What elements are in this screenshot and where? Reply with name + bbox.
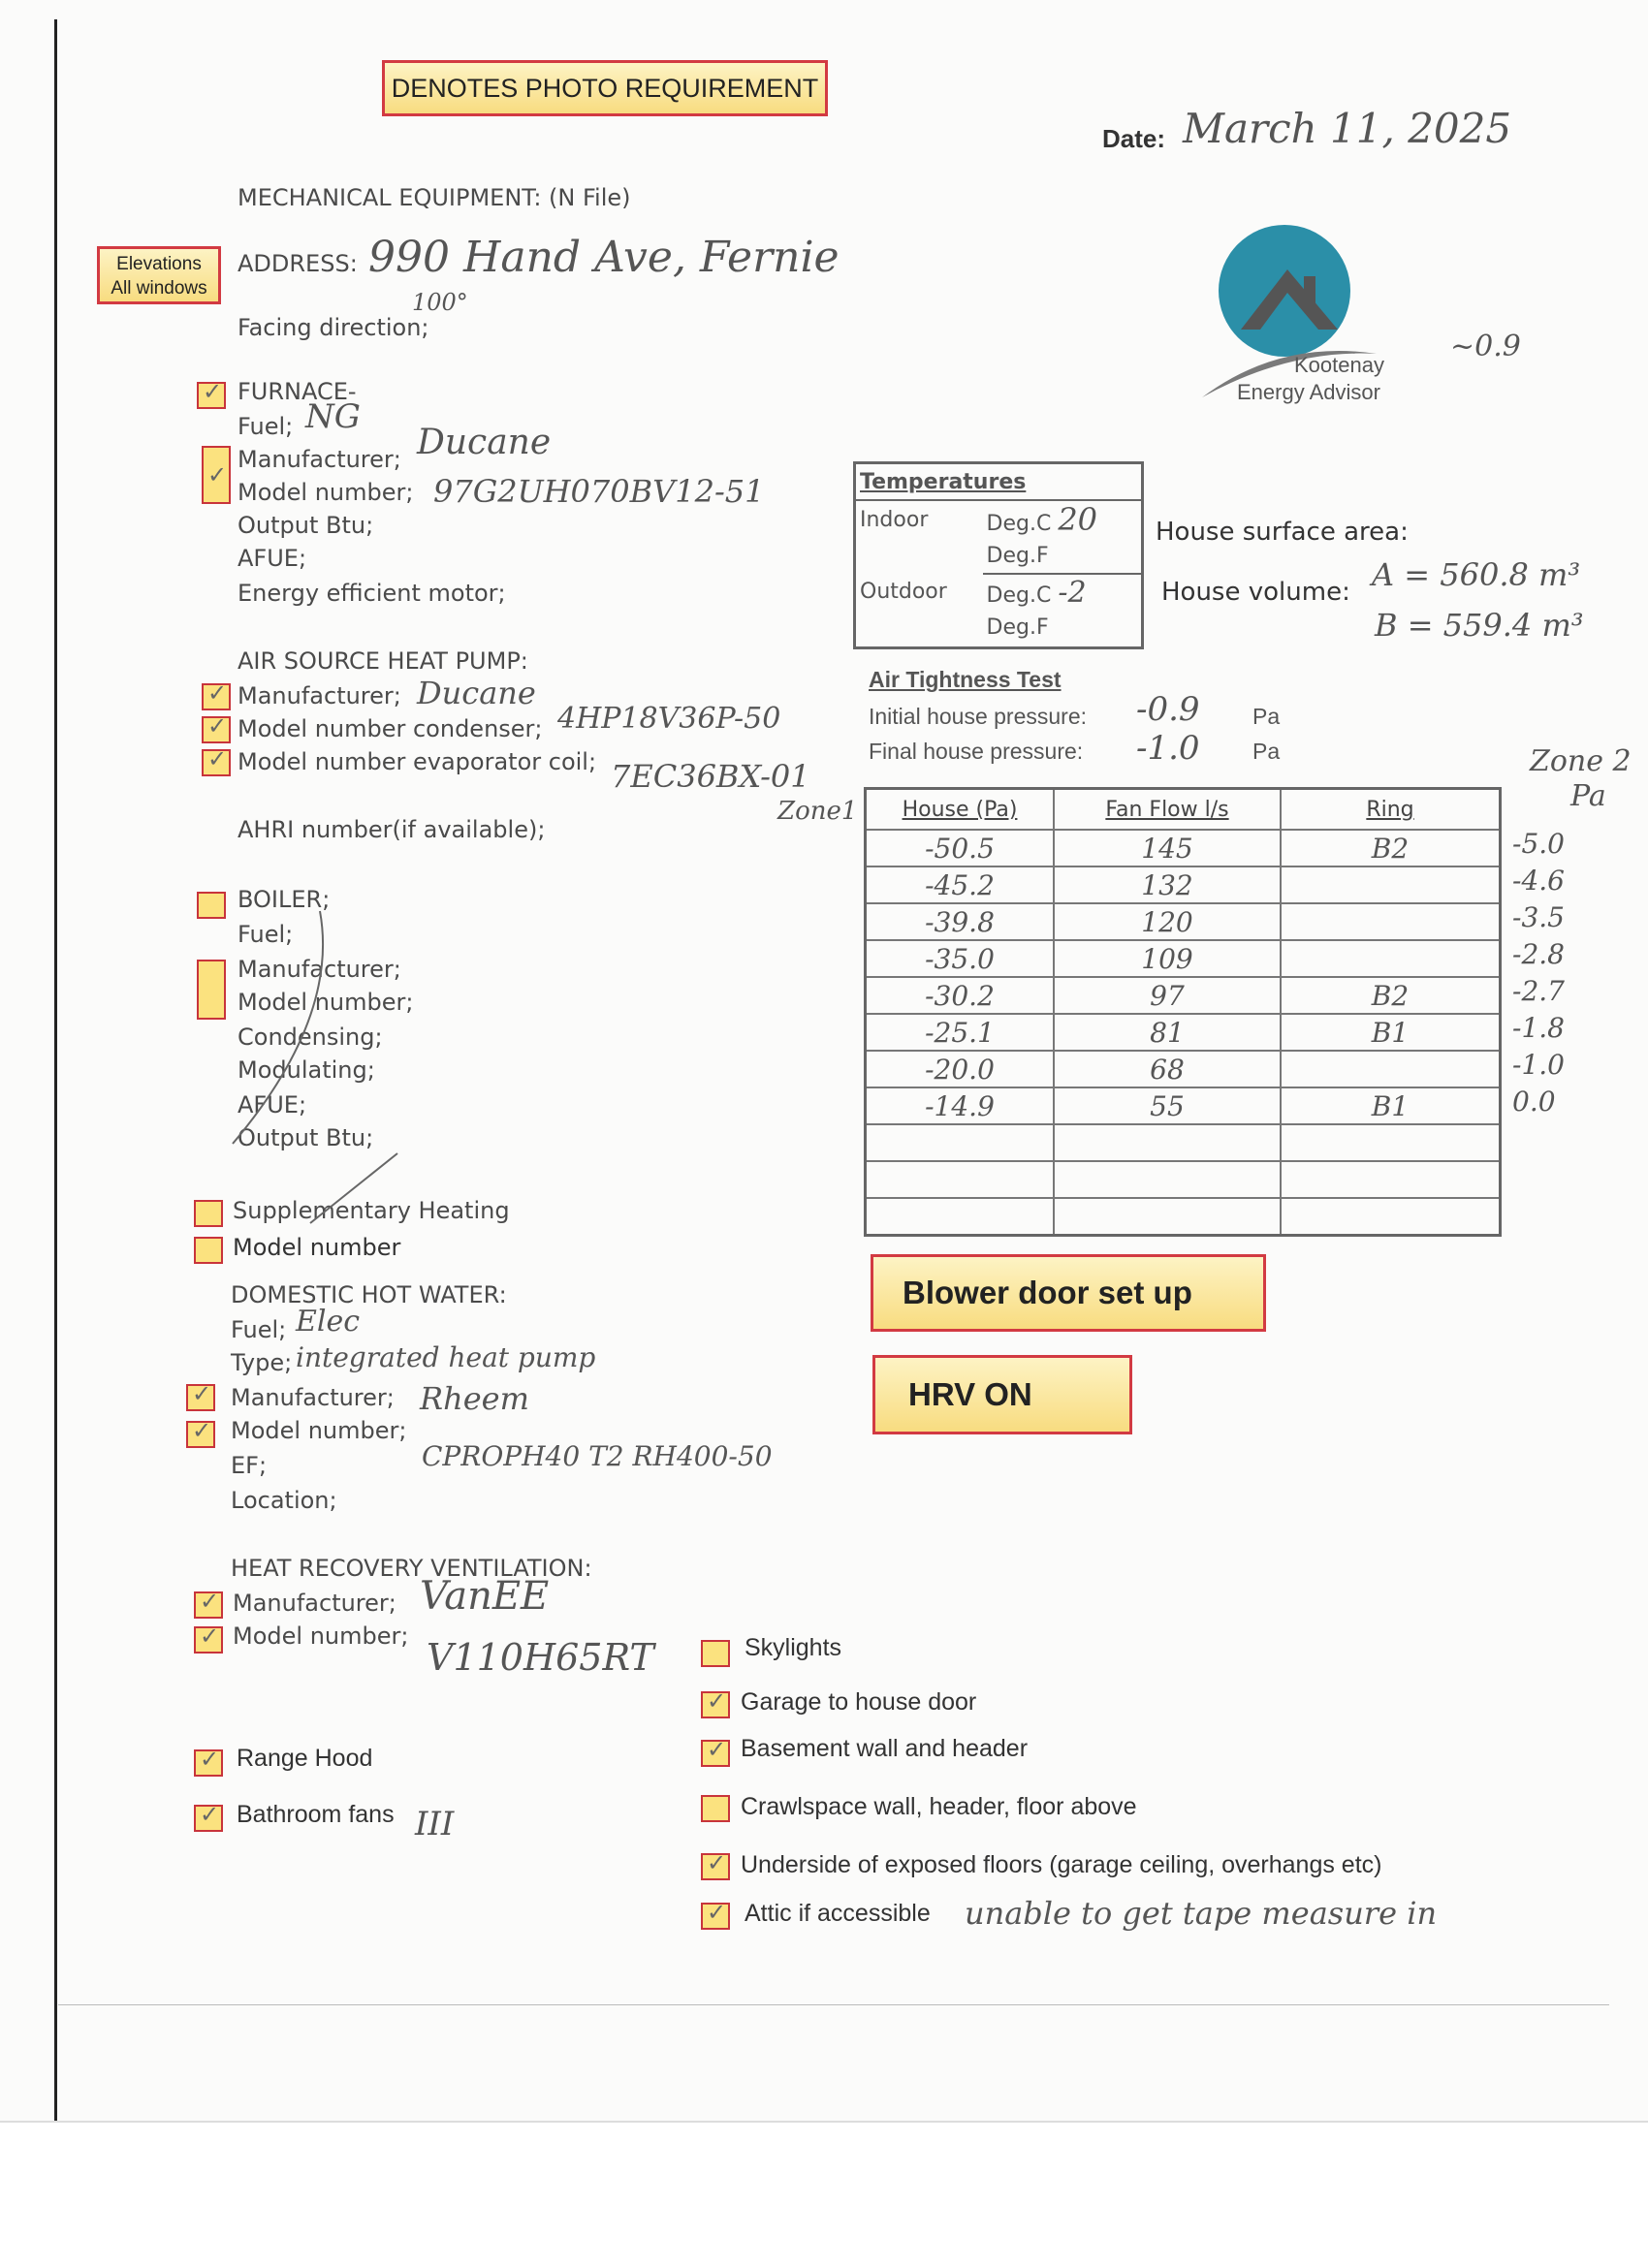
attic-checkbox[interactable]: ✓	[701, 1903, 730, 1930]
ring-cell	[1281, 1051, 1501, 1087]
house-pa-cell	[866, 1198, 1055, 1236]
supplementary-model-label: Model number	[233, 1234, 401, 1261]
table-row	[866, 1087, 1501, 1124]
furnace-photo-checkbox[interactable]: ✓	[202, 446, 231, 504]
boiler-strike-line	[204, 901, 397, 1153]
indoor-degc-value: 20	[1058, 501, 1098, 538]
air-test-table	[864, 787, 1502, 1237]
initial-pressure-value: -0.9	[1136, 690, 1200, 729]
final-pressure-label: Final house pressure:	[869, 739, 1084, 764]
boiler-modulating-label: Modulating;	[238, 1056, 375, 1084]
furnace-output-label: Output Btu;	[238, 512, 374, 539]
heat-pump-title: AIR SOURCE HEAT PUMP:	[238, 647, 528, 675]
dhw-manufacturer-label: Manufacturer;	[231, 1384, 395, 1411]
dhw-type-label: Type;	[231, 1349, 293, 1376]
boiler-output-label: Output Btu;	[238, 1124, 374, 1151]
exposed-floors-label: Underside of exposed floors (garage ceiling, overhangs etc)	[741, 1851, 1382, 1878]
volume-a-value: A = 560.8 m³	[1372, 556, 1581, 593]
furnace-fuel-label: Fuel;	[238, 413, 294, 440]
zone2-cell	[1512, 1194, 1619, 1231]
supplementary-strike-line	[291, 1150, 407, 1227]
fan-flow-cell: 97	[1054, 977, 1281, 1014]
heat-pump-manufacturer-checkbox[interactable]: ✓	[202, 683, 231, 710]
zone2-cell	[1512, 1157, 1619, 1194]
house-pa-cell	[866, 1124, 1055, 1161]
table-row	[866, 1124, 1501, 1161]
col-ring: Ring	[1281, 789, 1501, 831]
furnace-model-label: Model number;	[238, 479, 414, 506]
zone2-column	[1512, 826, 1619, 1231]
house-pa-cell: -30.2	[866, 977, 1055, 1014]
heat-pump-manufacturer-value: Ducane	[417, 675, 536, 711]
dhw-fuel-value: Elec	[296, 1305, 361, 1339]
table-row	[866, 1014, 1501, 1051]
hrv-manufacturer-value: VanEE	[420, 1574, 550, 1619]
basement-wall-label: Basement wall and header	[741, 1735, 1029, 1762]
zone2-cell: -1.8	[1512, 1012, 1565, 1044]
outdoor-label: Outdoor	[860, 580, 947, 604]
table-row	[866, 1198, 1501, 1236]
hrv-model-label: Model number;	[233, 1622, 409, 1650]
dhw-type-value: integrated heat pump	[296, 1341, 596, 1373]
attic-note: unable to get tape measure in	[965, 1895, 1438, 1932]
garage-door-label: Garage to house door	[741, 1688, 977, 1716]
bathroom-fans-value: III	[415, 1805, 455, 1843]
temperatures-title: Temperatures	[856, 464, 1141, 500]
logo-line2: Energy Advisor	[1237, 380, 1380, 404]
skylights-label: Skylights	[745, 1634, 842, 1661]
furnace-manufacturer-value: Ducane	[417, 423, 552, 462]
hrv-title: HEAT RECOVERY VENTILATION:	[231, 1555, 592, 1582]
table-row	[866, 1161, 1501, 1198]
dhw-title: DOMESTIC HOT WATER:	[231, 1281, 507, 1308]
furnace-model-value: 97G2UH070BV12-51	[433, 473, 765, 510]
zone2-cell: -2.8	[1512, 938, 1565, 970]
house-pa-cell: -14.9	[866, 1087, 1055, 1124]
indoor-degc-label: Deg.C	[986, 512, 1052, 536]
elevations-tag	[97, 246, 221, 304]
dhw-model-value: CPROPH40 T2 RH400-50	[422, 1440, 773, 1472]
house-pa-cell: -20.0	[866, 1051, 1055, 1087]
col-fan-flow: Fan Flow l/s	[1054, 789, 1281, 831]
fan-flow-cell: 132	[1054, 866, 1281, 903]
elevations-line1: Elevations	[116, 254, 202, 274]
boiler-condensing-label: Condensing;	[238, 1024, 383, 1051]
col-house-pa: House (Pa)	[866, 789, 1055, 831]
ring-cell	[1281, 1161, 1501, 1198]
hrv-manufacturer-checkbox[interactable]: ✓	[194, 1591, 223, 1619]
heat-pump-condenser-value: 4HP18V36P-50	[557, 702, 781, 736]
range-hood-label: Range Hood	[237, 1745, 373, 1772]
temperatures-box	[853, 461, 1144, 649]
zone2-cell: -5.0	[1512, 828, 1565, 860]
scan-footer	[0, 2121, 1648, 2268]
zone2-cell: -1.0	[1512, 1049, 1565, 1081]
zone2-cell: 0.0	[1512, 1086, 1556, 1118]
table-row	[866, 830, 1501, 866]
elevations-line2: All windows	[111, 278, 207, 299]
fan-flow-cell: 109	[1054, 940, 1281, 977]
zone2-cell	[1512, 1120, 1619, 1157]
initial-pressure-unit: Pa	[1252, 704, 1281, 729]
ring-cell: B2	[1281, 830, 1501, 866]
blower-door-tag: Blower door set up	[871, 1254, 1266, 1332]
house-pa-cell	[866, 1161, 1055, 1198]
boiler-afue-label: AFUE;	[238, 1091, 307, 1118]
side-note: ~0.9	[1450, 330, 1521, 363]
crawlspace-checkbox[interactable]	[701, 1795, 730, 1822]
date-label: Date:	[1102, 124, 1166, 153]
dhw-manufacturer-value: Rheem	[420, 1380, 529, 1417]
table-row	[866, 940, 1501, 977]
dhw-location-label: Location;	[231, 1487, 337, 1514]
outdoor-degc-label: Deg.C	[986, 583, 1052, 608]
volume-label: House volume:	[1161, 578, 1350, 607]
air-test-title: Air Tightness Test	[869, 667, 1062, 692]
heat-pump-manufacturer-label: Manufacturer;	[238, 682, 401, 709]
initial-pressure-label: Initial house pressure:	[869, 704, 1088, 729]
furnace-motor-label: Energy efficient motor;	[238, 580, 506, 607]
basement-wall-checkbox[interactable]: ✓	[701, 1740, 730, 1767]
bathroom-fans-label: Bathroom fans	[237, 1801, 395, 1828]
furnace-title: FURNACE-	[238, 378, 357, 405]
dhw-manufacturer-checkbox[interactable]: ✓	[186, 1384, 215, 1411]
zone2-label: Zone 2	[1530, 744, 1632, 778]
house-pa-cell: -50.5	[866, 830, 1055, 866]
ring-cell	[1281, 1124, 1501, 1161]
table-row	[866, 1051, 1501, 1087]
address-value: 990 Hand Ave, Fernie	[368, 233, 840, 282]
heat-pump-evap-value: 7EC36BX-01	[611, 758, 810, 795]
zone2-cell: -4.6	[1512, 865, 1565, 897]
final-pressure-unit: Pa	[1252, 739, 1281, 764]
boiler-model-label: Model number;	[238, 989, 414, 1016]
hrv-model-value: V110H65RT	[427, 1636, 654, 1679]
indoor-label: Indoor	[860, 507, 929, 532]
surface-area-label: House surface area:	[1156, 518, 1409, 547]
hrv-manufacturer-label: Manufacturer;	[233, 1590, 396, 1617]
table-row	[866, 977, 1501, 1014]
zone1-label: Zone1	[777, 797, 858, 826]
zone2-unit: Pa	[1570, 779, 1606, 813]
left-margin-line	[54, 19, 57, 2123]
table-row	[866, 903, 1501, 940]
ring-cell: B1	[1281, 1087, 1501, 1124]
crawlspace-label: Crawlspace wall, header, floor above	[741, 1793, 1137, 1820]
ring-cell	[1281, 1198, 1501, 1236]
fan-flow-cell	[1054, 1198, 1281, 1236]
ahri-label: AHRI number(if available);	[238, 816, 546, 843]
ring-cell: B2	[1281, 977, 1501, 1014]
fan-flow-cell	[1054, 1161, 1281, 1198]
fan-flow-cell: 81	[1054, 1014, 1281, 1051]
indoor-degc-row	[983, 500, 1141, 538]
date-value: March 11, 2025	[1183, 105, 1512, 152]
exposed-floors-checkbox[interactable]: ✓	[701, 1853, 730, 1880]
house-pa-cell: -35.0	[866, 940, 1055, 977]
dhw-model-checkbox[interactable]: ✓	[186, 1421, 215, 1448]
page-divider	[58, 2004, 1609, 2005]
boiler-title: BOILER;	[238, 886, 331, 913]
fan-flow-cell: 55	[1054, 1087, 1281, 1124]
boiler-fuel-label: Fuel;	[238, 921, 294, 948]
skylights-checkbox[interactable]	[701, 1640, 730, 1667]
hrv-on-tag: HRV ON	[872, 1355, 1132, 1434]
supplementary-heating-checkbox[interactable]	[194, 1200, 223, 1227]
hrv-model-checkbox[interactable]: ✓	[194, 1626, 223, 1654]
final-pressure-value: -1.0	[1136, 729, 1200, 768]
furnace-manufacturer-label: Manufacturer;	[238, 446, 401, 473]
facing-value: 100°	[412, 289, 468, 316]
heat-pump-evap-checkbox[interactable]: ✓	[202, 749, 231, 776]
furnace-fuel-value: NG	[305, 397, 361, 436]
dhw-ef-label: EF;	[231, 1452, 268, 1479]
bathroom-fans-checkbox[interactable]: ✓	[194, 1805, 223, 1832]
ring-cell	[1281, 866, 1501, 903]
furnace-afue-label: AFUE;	[238, 545, 307, 572]
outdoor-degf-label: Deg.F	[986, 614, 1049, 640]
heat-pump-condenser-label: Model number condenser;	[238, 715, 543, 742]
fan-flow-cell: 68	[1054, 1051, 1281, 1087]
dhw-fuel-label: Fuel;	[231, 1316, 287, 1343]
outdoor-degc-value: -2	[1058, 575, 1087, 610]
dhw-model-label: Model number;	[231, 1417, 407, 1444]
outdoor-degc-row	[983, 574, 1141, 610]
address-label: ADDRESS:	[238, 250, 358, 277]
heat-pump-condenser-checkbox[interactable]: ✓	[202, 716, 231, 743]
mechanical-title: MECHANICAL EQUIPMENT: (N File)	[238, 184, 631, 211]
fan-flow-cell: 120	[1054, 903, 1281, 940]
logo-line1: Kootenay	[1294, 353, 1384, 377]
supplementary-model-checkbox[interactable]	[194, 1237, 223, 1264]
furnace-checkbox[interactable]: ✓	[197, 382, 226, 409]
boiler-manufacturer-label: Manufacturer;	[238, 956, 401, 983]
attic-label: Attic if accessible	[745, 1900, 931, 1927]
zone2-cell: -2.7	[1512, 975, 1565, 1007]
house-pa-cell: -39.8	[866, 903, 1055, 940]
facing-label: Facing direction;	[238, 314, 429, 341]
house-pa-cell: -25.1	[866, 1014, 1055, 1051]
ring-cell: B1	[1281, 1014, 1501, 1051]
range-hood-checkbox[interactable]: ✓	[194, 1749, 223, 1777]
garage-door-checkbox[interactable]: ✓	[701, 1691, 730, 1718]
photo-requirement-tag: DENOTES PHOTO REQUIREMENT	[382, 60, 828, 116]
ring-cell	[1281, 940, 1501, 977]
volume-b-value: B = 559.4 m³	[1375, 607, 1584, 644]
house-pa-cell: -45.2	[866, 866, 1055, 903]
indoor-degf-label: Deg.F	[983, 538, 1141, 574]
zone2-cell: -3.5	[1512, 901, 1565, 933]
table-row	[866, 866, 1501, 903]
fan-flow-cell: 145	[1054, 830, 1281, 866]
supplementary-heating-label: Supplementary Heating	[233, 1197, 510, 1224]
fan-flow-cell	[1054, 1124, 1281, 1161]
ring-cell	[1281, 903, 1501, 940]
heat-pump-evap-label: Model number evaporator coil;	[238, 748, 597, 775]
